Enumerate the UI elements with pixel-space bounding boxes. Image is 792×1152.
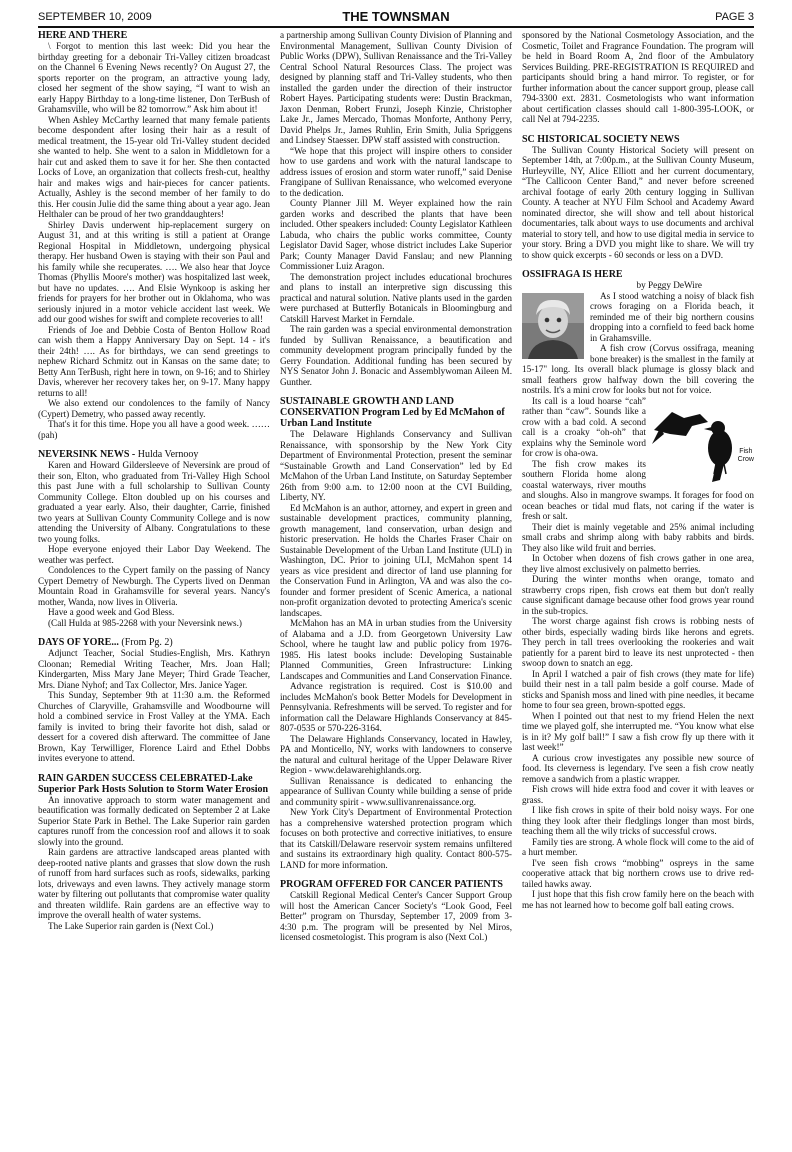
masthead [38,8,754,28]
paragraph: Sullivan Renaissance is dedicated to enhancing the appearance of Sullivan County while building a sense of pride and community spirit - www.sullivanrenaissance.org. [280,775,512,807]
paragraph: Family ties are strong. A whole flock will come to the aid of a hurt member. [522,836,754,857]
continuation-note: (From Pg. 2) [121,637,173,648]
headline-days-of-yore [38,637,270,648]
headline-text: DAYS OF YORE... [38,637,122,648]
paragraph: We also extend our condolences to the family of Nancy (Cypert) Demetry, who passed away recently. [38,398,270,419]
paragraph: The worst charge against fish crows is robbing nests of other birds, especially wading birds like herons and egrets. They perch in tall trees overlooking the rookeries and wait patiently for a parent bird to leave its nest unprotected - then swoop down to snatch an egg. [522,616,754,668]
column-1 [38,30,270,1145]
author-name: Hulda Vernooy [137,449,199,460]
paragraph: I like fish crows in spite of their bold noisy ways. For one thing they look after their fledglings longer than most birds, teaching them all the wily tricks of successful crows. [522,805,754,836]
article-here-and-there [38,41,270,440]
paragraph: As I stood watching a noisy of black fish crows foraging on a Florida beach, it reminded me of their big northern cousins dropping into a cornfield to feed back home in Grahamsville. [590,290,754,343]
paragraph: The Delaware Highlands Conservancy and Sullivan Renaissance, with sponsorship by the New York City Department of Environmental Protection, present the seminar “Sustainable Growth and Land Conservation” led by Ed McMahon of the Urban Land Institute, on Saturday September 26th from 9:00 a.m. to 12:00 noon at the CVI Building, Liberty, NY. [280,429,512,502]
headline-text: NEVERSINK NEWS - [38,449,138,460]
paragraph: In October when dozens of fish crows gather in one area, they live almost exclusively on palmetto berries. [522,553,754,574]
paragraph: A fish crow (Corvus ossifraga, meaning bone breaker) is the smallest in the family at 15-17" long. Its overall black plumage is glossy black and small feathers grow halfway down the bill covering the nostrils. It's a mini crow for looks but not for voice. [522,343,754,395]
paragraph: I just hope that this fish crow family here on the beach with me has not learned how to become golf ball eating crows. [522,889,754,910]
paragraph: A curious crow investigates any possible new source of food. Its cleverness is legendary. I've seen a fish crow neatly remove a sandwich from a plastic wrapper. [522,752,754,784]
article-rain-garden [38,795,270,932]
paragraph: I've seen fish crows “mobbing” ospreys in the same cooperative attack that big northern crows use to drive red-tailed hawks away. [522,857,754,889]
illustration-caption: Fish Crow [737,447,754,463]
paragraph: The Sullivan County Historical Society will present on September 14th, at 7:00p.m., at the Sullivan County Museum, Hurleyville, NY, Alice Elliott and her current documentary, “The Callicoon Center Band,” and never before screened archival footage of early 20th century logging in Sullivan County. A teacher at NYU Film School and Academy Award nominated director, she will show and tell about historical documentaries, talk about ways to use documents and archival material to story tell, and how to use digital media in service to your story. Bring a DVD you might like to share. We will try to show quick excerpts - 60 seconds or less on a DVD. [522,144,754,260]
article-sustainable-growth [280,429,512,870]
column-3 [522,30,754,1145]
issue-date: SEPTEMBER 10, 2009 [38,11,152,23]
paragraph: This Sunday, September 9th at 11:30 a.m. the Reformed Churches of Claryville, Grahamsville and Woodbourne will hold a combined service in Frost Valley at the YMA. Each family is invited to bring their favorite hot dish, salad or dessert for a covered dish afterward. The committee of Jane Brown, Kay Terwilliger, Florence Laird and Ethel Dobbs invites everyone to attend. [38,690,270,763]
author-photo [522,293,584,359]
paragraph: McMahon has an MA in urban studies from the University of Alabama and a J.D. from Georgetown University Law School, where he taught law and public policy from 1976-1985. His latest books include: Developing Sustainable Planned Communities, Green Infrastructure: Linking Landscapes and Communities and Land Conservation Finance. [280,618,512,681]
paragraph: When I pointed out that nest to my friend Helen the next time we played golf, she interrupted me. “You know what else is in it? My golf ball!” I saw a fish crow fly up there with it last week!” [522,710,754,752]
paragraph: a partnership among Sullivan County Division of Planning and Environmental Management, Sullivan County Division of Public Works (DPW), Sullivan Renaissance and the Tri-Valley Central School Natural Resources Class. The project was designed by planning staff and Tri-Valley students, who then installed the garden under the direction of their instructor Robert Hayes. Participating students were: Dustin Brackman, Jaxon Denman, Robert Frunzi, Joseph Kinzie, Christopher Lake Jr., James Mercado, Thomas Monforte, Anthony Perry, David Phelps Jr., James Ruhlin, Erin Smith, Julia Spriggens and Lindsey Staesser. DPW staff assisted with construction. [280,30,512,145]
paragraph: Shirley Davis underwent hip-replacement surgery on August 31, and at this writing is still a patient at Orange Regional Hospital in Middletown, undergoing physical therapy. Her husband Owen is staying with their son Paul and his family while she recuperates. …. We also hear that Joyce Thomas (Phyllis Moore's mother) was hospitalized last week, but have no updates. …. And Elsie Wynkoop is asking her friends for prayers for her brother out in Oklahoma, who was seriously injured in a motor vehicle accident last week. We add our good wishes for swift and complete recoveries to all! [38,219,270,324]
headline-neversink-news [38,449,270,460]
paragraph: The rain garden was a special environmental demonstration funded by Sullivan Renaissance, a beautification and community development program principally funded by the Gerry Foundation. Additional funding has been secured by NYS Senator John J. Bonacic and Assemblywoman Aileen M. Gunther. [280,324,512,387]
paragraph: \ Forgot to mention this last week: Did you hear the birthday greeting for a debonair Tri-Valley citizen broadcast on the Channel 6 Evening News recently? On August 27, the sports reporter on the program, an attractive young lady, closed her segment of the show saying, “I want to wish an early Happy Birthday to a long-time listener, Don TerBush of Grahamsville, who will be 82 tomorrow.” Ask him about it! [38,41,270,114]
article-days-of-yore [38,648,270,764]
paragraph: Their diet is mainly vegetable and 25% animal including small crabs and shrimp along with baby rabbits and birds. They also like wild fruit and berries. [522,521,754,553]
article-rain-garden-continued [280,30,512,387]
paragraph: Ed McMahon is an author, attorney, and expert in green and sustainable development practices, community planning, growth management, land conservation, urban design and historic preservation. He holds the Charles Fraser Chair on Sustainable Development of the Urban Land Institute (ULI) in Washington, DC. Prior to joining ULI, McMahon spent 14 years as vice president and director of land use planning for the Conservation Fund in Arlington, VA and was also the co-founder and former president of Scenic America, a national non-profit organization devoted to protecting America's scenic landscapes. [280,502,512,618]
paragraph: Condolences to the Cypert family on the passing of Nancy Cypert Demetry of Newburgh. The Cyperts lived on Denman Mountain Road in Grahamsville for several years. Nancy's mother, Wanda, now lives in Oliveria. [38,565,270,607]
article-cancer-program [280,890,512,943]
paragraph: Advance registration is required. Cost is $10.00 and includes McMahon's book Better Models for Development in Pennsylvania. Refreshments will be served. To register and for information call the Delaware Highlands Conservancy at 845-807-0535 or 570-226-3164. [280,681,512,733]
paragraph: Catskill Regional Medical Center's Cancer Support Group will host the American Cancer Society's “Look Good, Feel Better” program on Thursday, September 17, 2009 from 3-4:30 p.m. The program will be presented by Nel Miros, licensed cosmetologist. This program is also (Next Col.) [280,890,512,942]
newspaper-title: THE TOWNSMAN [342,9,450,24]
headline-cancer-program: PROGRAM OFFERED FOR CANCER PATIENTS [280,879,503,890]
paragraph: County Planner Jill M. Weyer explained how the rain garden works and described the plants that have been included. Other speakers included: County Legislator Kathleen Labuda, who chairs the public works committee, County Legislator David Sager, whose district includes Lake Superior Park; County Manager David Fanslau; and new Planning Commissioner Luiz Aragon. [280,198,512,271]
headline-here-and-there: HERE AND THERE [38,30,128,41]
paragraph: Have a good week and God Bless. [48,607,175,617]
paragraph: During the winter months when orange, tomato and strawberry crops ripen, fish crows eat them but don't really cause significant damage because other food grows year round in the sub-tropics. [522,574,754,616]
paragraph: Its call is a loud hoarse “cah” rather than “caw”. Sounds like a crow with a bad cold. A second call is a croaky “oh-oh” that explains why the Seminole word for crow is oha-owa. [522,395,646,458]
article-historical-society [522,145,754,261]
article-cancer-program-continued [522,30,754,125]
paragraph: When Ashley McCarthy learned that many female patients become despondent after losing their hair as a result of medical treatment, the 15-year old Tri-Valley student decided she wanted to help. She went to a salon in Middletown for a hair cut and asked them to save it for her. She then contacted Locks of Love, an organization that collects fresh-cut, healthy hair and makes wigs and hair-pieces for cancer patients. Actually, Ashley is the second member of her family to do this. Her cousin Julie did the same thing about a year ago. Jean Helthaler can be proud of her two granddaughters! [38,114,270,219]
paragraph: New York City's Department of Environmental Protection has a comprehensive watershed protection program which focuses on both protective and corrective initiatives, to ensure that its Catskill/Delaware reservoir system remains unfiltered and sustains its extraordinary high quality. Contact 800-575-LAND for more information. [280,807,512,870]
paragraph: The Delaware Highlands Conservancy, located in Hawley, PA and Monticello, NY, works with landowners to conserve the natural and cultural heritage of the Upper Delaware River Region - www.delawarehighlands.org. [280,733,512,775]
paragraph: Karen and Howard Gildersleeve of Neversink are proud of their son, Elton, who graduated from Tri-Valley High School this past June with a full scholarship to Sullivan County Community College. Elton doubled up on his courses and graduated a year early. Also, their daughter, Carrie, finished two years at Sullivan County Community College and is now attending the University of Albany. Congratulations to these two young folks. [38,460,270,544]
article-neversink-news [38,460,270,628]
paragraph: The Lake Superior rain garden is (Next Col.) [48,920,214,931]
paragraph: An innovative approach to storm water management and beautification was formally dedicated on September 2 at Lake Superior State Park in Bethel. The Lake Superior rain garden captures runoff from the concession roof and allows it to soak slowly into the ground. [38,794,270,847]
paragraph: sponsored by the National Cosmetology Association, and the Cosmetic, Toilet and Fragrance Foundation. The program will be held in Board Room A, 2nd floor of the Ambulatory Services Building. PRE-REGISTRATION IS REQUIRED and participants should bring a hand mirror. To register, or for further information about the cancer support group, please call 794-3300 ext. 2831. Cosmetologists who want information about certification classes should call 1-800-395-LOOK, or call Nel at 794-2235. [522,30,754,124]
paragraph: Hope everyone enjoyed their Labor Day Weekend. The weather was perfect. [38,544,270,565]
headline-ossifraga: OSSIFRAGA IS HERE [522,269,623,280]
paragraph: Fish crows will hide extra food and cover it with leaves or grass. [522,784,754,805]
paragraph: “We hope that this project will inspire others to consider how to use gardens and work with the natural landscape to address issues of erosion and storm water runoff,” said Denise Frangipane of Sullivan Renaissance, who welcomed everyone to the dedication. [280,145,512,198]
headline-rain-garden: RAIN GARDEN SUCCESS CELEBRATED-Lake Superior Park Hosts Solution to Storm Water Erosion [38,772,269,795]
fish-crow-illustration [650,400,754,488]
headline-historical-society: SC HISTORICAL SOCIETY NEWS [522,133,680,145]
paragraph: (Call Hulda at 985-2268 with your Neversink news.) [48,617,242,628]
paragraph: The fish crow makes its southern Florida home along coastal waterways, river mouths and sloughs. Also in mangrove swamps. It forages for food on ocean beaches or tidal mud flats, not caring if the water is fresh or salt. [522,458,754,521]
paragraph: Friends of Joe and Debbie Costa of Benton Hollow Road can wish them a Happy Anniversary Day on Sept. 14 - it's their 24th! …. As for birthdays, we can send greetings to nephew Richard Schmitz out in Kansas on the same date; to Betty Ann TerBush, right here in town, on 9-16; and to Shirley Davis, wherever her recovery takes her, on 9-17. Many happy returns to all! [38,324,270,398]
column-2 [280,30,512,1145]
page-number: PAGE 3 [715,11,754,23]
paragraph: Rain gardens are attractive landscaped areas planted with deep-rooted native plants and grasses that slow down the rush of runoff from hard surfaces such as roofs, sidewalks, parking lots, driveways and even lawns. They actively manage storm water by filtering out pollutants that compromise water quality and threaten wildlife. Rain gardens are an effective way to improve the overall health of water systems. [38,847,270,920]
paragraph: That's it for this time. Hope you all have a good week. …… (pah) [38,419,270,440]
paragraph: Adjunct Teacher, Social Studies-English, Mrs. Kathryn Cloonan; Remedial Writing Teacher, Mrs. Joan Hall; Kindergarten, Miss Mary Jane Meyer; Third Grade Teacher, Mrs. Diane Nyhof; and Tax Collector, Mrs. Janice Yager. [38,648,270,690]
paragraph: The demonstration project includes educational brochures and plans to install an interpretive sign discussing this practical and natural solution. Native plants used in the garden were purchased at Butterfly Botanicals in Bloomingburg and Catskill Harvest Market in Ferndale. [280,271,512,324]
paragraph: In April I watched a pair of fish crows (they mate for life) build their nest in a tall palm beside a golf course. Made of sticks and Spanish moss and lined with pine needles, it became home to four sea green, brown-spotted eggs. [522,668,754,710]
byline: by Peggy DeWire [636,280,702,290]
headline-sustainable-growth: SUSTAINABLE GROWTH AND LAND CONSERVATION Program Led by Ed McMahon of Urban Land Institute [280,396,505,429]
